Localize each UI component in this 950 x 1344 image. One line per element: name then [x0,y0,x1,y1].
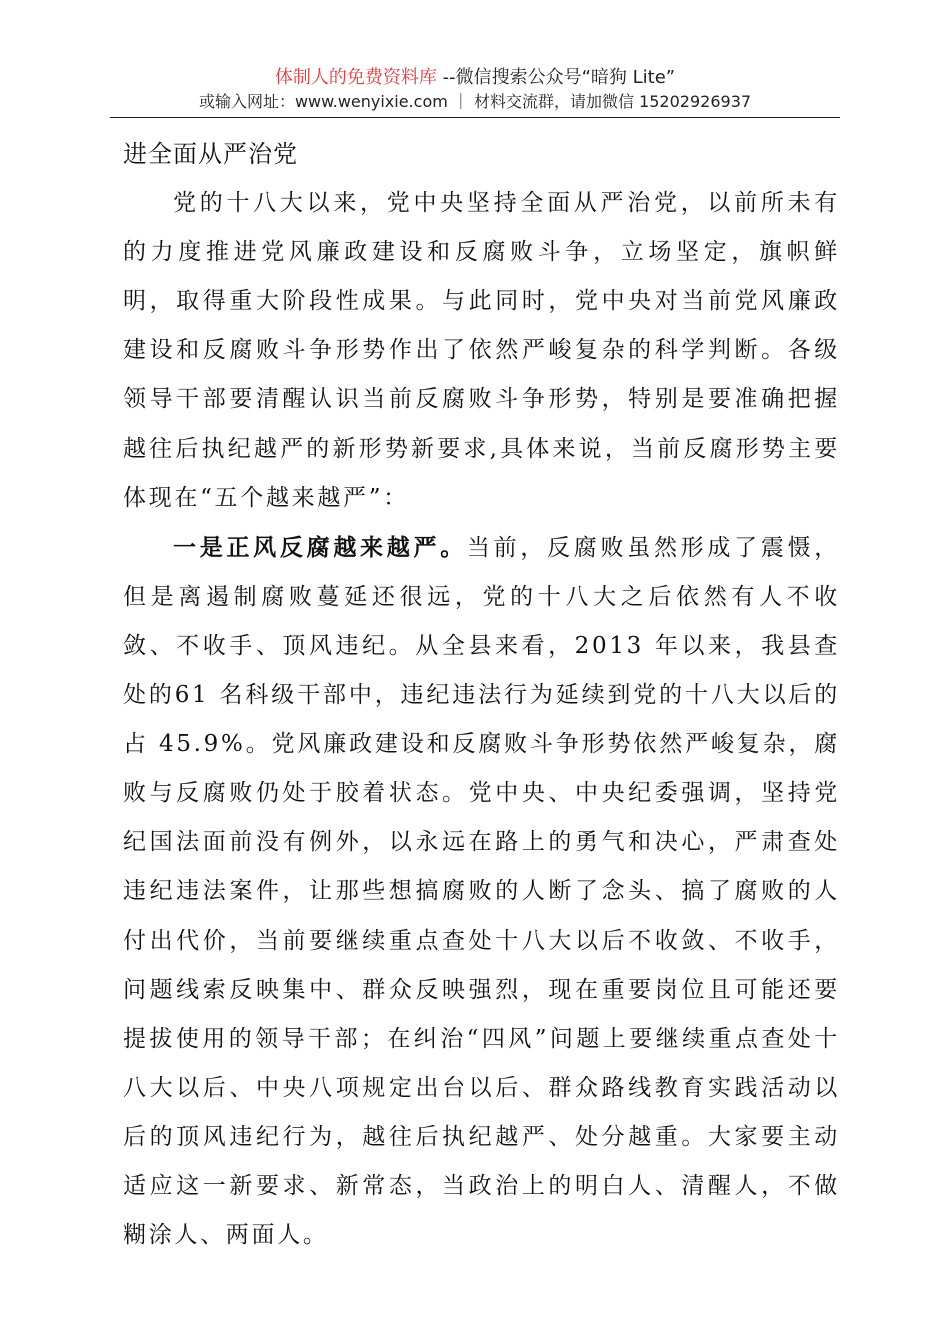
continued-heading: 进全面从严治党 [123,140,298,168]
wechat-note: --微信搜索公众号“暗狗 Lite” [436,67,676,88]
point-body: 当前，反腐败虽然形成了震慑，但是离遏制腐败蔓延还很远，党的十八大之后依然有人不收敛、不收手、顶风违纪。从全县来看，2013 年以来，我县查处的61 名科级干部中，违纪违法行为延续到党的十八大以后的占 45.9%。党风廉政建设和反腐败斗争形势依然严峻复杂，腐败与反腐败仍处于胶着状态。党中央、中央纪委强调，坚持党纪国法面前没有例外，以永远在路上的勇气和决心，严肃查处违纪违法案件，让那些想搞腐败的人断了念头、搞了腐败的人付出代价，当前要继续重点查处十八大以后不收敛、不收手，问题线索反映集中、群众反映强烈，现在重要岗位且可能还要提拔使用的领导干部；在纠治“四风”问题上要继续重点查处十八大以后、中央八项规定出台以后、群众路线教育实践活动以后的顶风违纪行为，越往后执纪越严、处分越重。大家要主动适应这一新要求、新常态，当政治上的明白人、清醒人，不做糊涂人、两面人。 [123,534,840,1249]
paragraph-intro: 党的十八大以来，党中央坚持全面从严治党，以前所未有的力度推进党风廉政建设和反腐败斗争，立场坚定，旗帜鲜明，取得重大阶段性成果。与此同时，党中央对当前党风廉政建设和反腐败斗争形势作出了依然严峻复杂的科学判断。各级领导干部要清醒认识当前反腐败斗争形势，特别是要准确把握越往后执纪越严的新形势新要求,具体来说，当前反腐形势主要体现在“五个越来越严”： [123,190,840,511]
page-header [110,66,840,114]
site-info-line: 或输入网址：www.wenyixie.com ｜ 材料交流群，请加微信 15202926937 [198,92,752,111]
document-body [123,130,840,1260]
point-lead: 一是正风反腐越来越严。 [173,533,467,561]
header-divider [110,117,840,118]
paragraph-first-point [123,523,840,1260]
header-title-line [110,66,840,90]
brand-title: 体制人的免费资料库 [274,67,437,88]
